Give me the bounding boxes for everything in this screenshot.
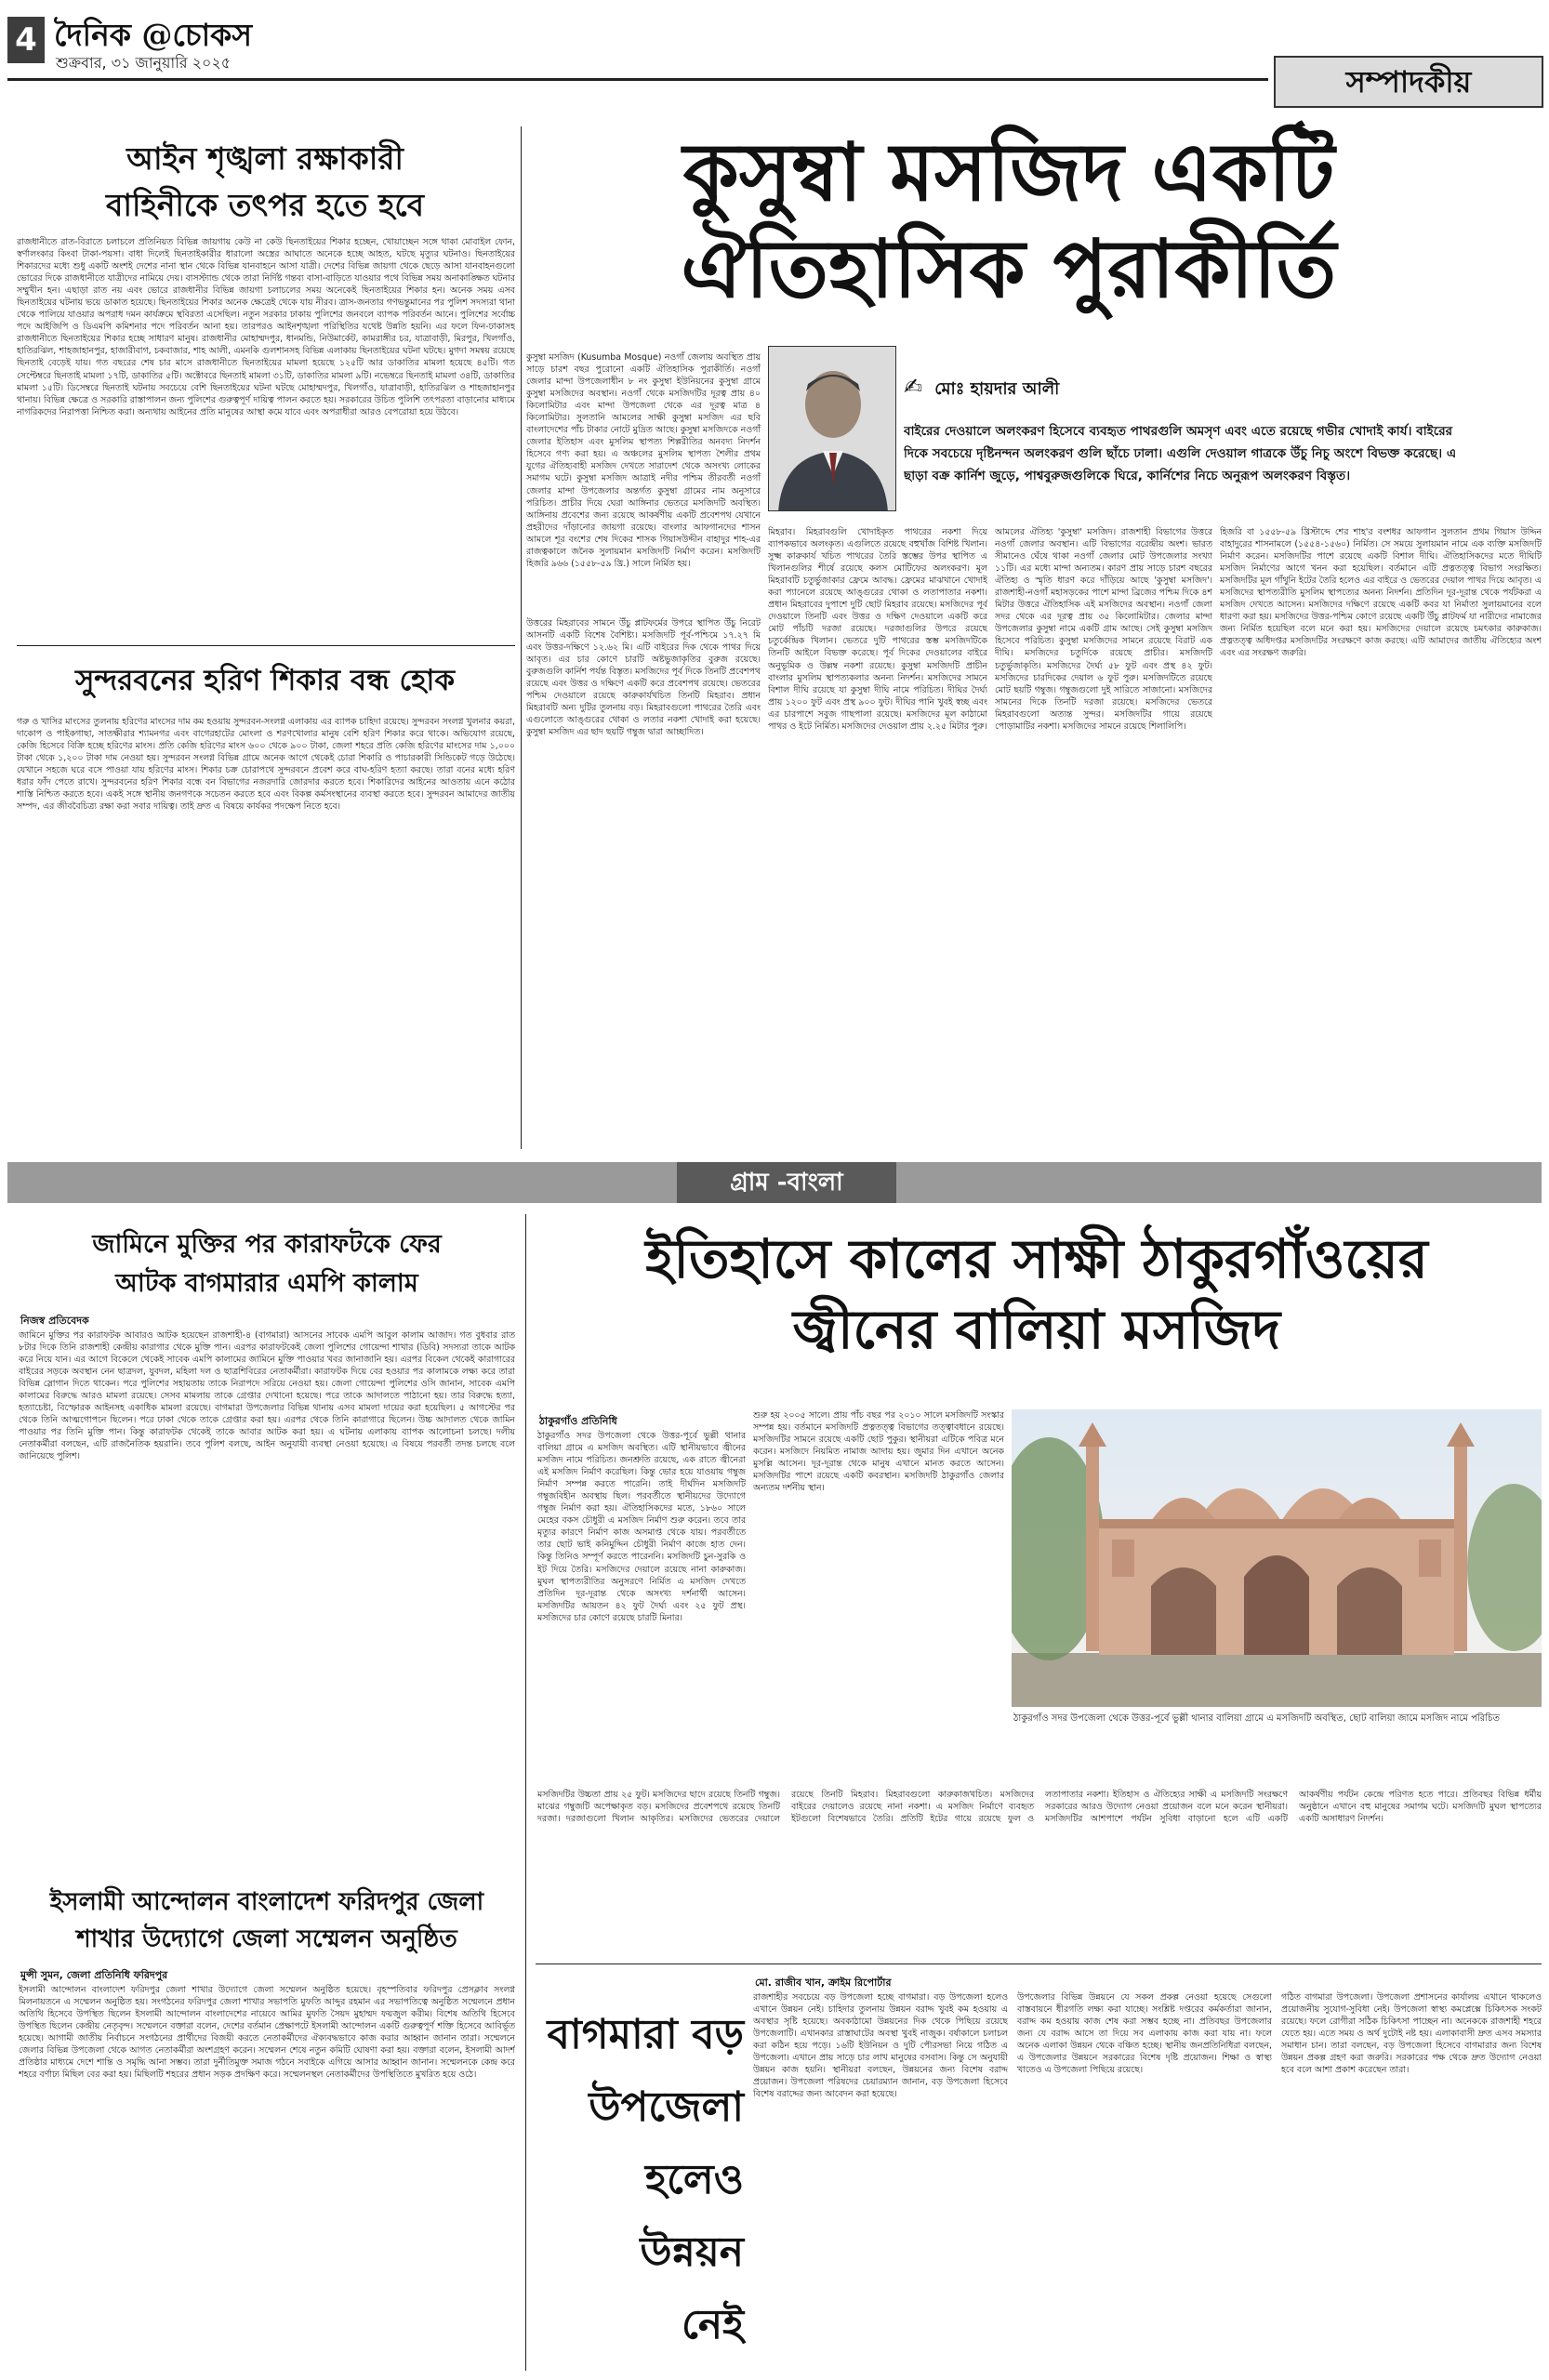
editorial-2-body: গরু ও খাসির মাংসের তুলনায় হরিণের মাংসের দাম কম হওয়ায় সুন্দরবন-সংলগ্ন এলাকায় এর ব্যাপক চাহিদা রয়েছে। সুন্দরবন সংলগ্ন খুলনার কয়রা, দাকোপ ও পাইকগাছা, সাতক্ষীরার শ্যামনগর এবং বাগেরহাটের মোংলা ও শরণখোলার মানুষ বেশি হরিণ শিকার করে থাকে। অভিযোগ রয়েছে, কেজি হিসেবে বিক্রি হচ্ছে হরিণের মাংস। প্রতি কেজি হরিণের মাংস ৬০০ থেকে ৯০০ টাকা, জেলা শহরে প্রতি কেজি হরিণের মাংসের দাম ১,০০০ টাকা থেকে ১,২০০ টাকা দাম নেওয়া হয়। সুন্দরবন সংলগ্ন বিভিন্ন গ্রামে অনেক আগে থেকেই চোরা শিকারি ও পাচারকারী সিন্ডিকেট গড়ে উঠেছে। যেখানে সহজে ঘরে বসে পাওয়া যায় হরিণের মাংস। শিকার চক্র চোরাপথে সুন্দরবনে প্রবেশ করে বাঘ-হরিণ হত্যা করছে। তারা বনের মধ্যে হরিণ ধরার ফাঁদ পেতে রাখে। সুন্দরবনের হরিণ শিকার বন্ধে বন বিভাগের নজরদারি জোরদার করতে হবে। শিকারিদের আইনের আওতায় এনে কঠোর শাস্তি নিশ্চিত করতে হবে। একই সঙ্গে স্থানীয় জনগণকে সচেতন করতে হবে এবং বিকল্প কর্মসংস্থানের ব্যবস্থা করতে হবে। সুন্দরবন আমাদের জাতীয় সম্পদ, এর জীববৈচিত্র্য রক্ষা করা সবার দায়িত্ব। তাই দ্রুত এ বিষয়ে কার্যকর পদক্ষেপ নিতে হবে। (17, 717, 515, 813)
section-badge (1274, 56, 1543, 108)
feature-col3: আমলের ঐতিহ্য 'কুসুম্বা' মসজিদ। রাজশাহী বিভাগের উত্তরে নওগাঁ জেলার অবস্থান। এটি বিভাগের বরেন্দ্রীয় অংশ। ভারত সীমানেও ঘেঁষে থাকা নওগাঁ জেলার মোট উপজেলার সংখ্যা ১১টি। এর মধ্যে মান্দা অন্যতম। কারণ প্রায় সাড়ে চারশ বছরের ঐতিহ্য ও স্মৃতি ধারণ করে দাঁড়িয়ে আছে 'কুসুম্বা মসজিদ'। রাজশাহী-নওগাঁ মহাসড়কের পাশে মান্দা ব্রিজের পশ্চিম দিকে ৪শ মিটার উত্তরে ঐতিহাসিক এই মসজিদের অবস্থান। নওগাঁ জেলা সদর থেকে এর দূরত্ব প্রায় ৩৫ কিলোমিটার। জেলার মান্দা উপজেলার কুসুম্বা নামে একটি গ্রাম আছে। সেই কুসুম্বা মসজিদ হিসেবে পরিচিত। কুসুম্বা মসজিদের সামনে রয়েছে বিরাট এক দীঘি। মসজিদের চতুর্দিকে রয়েছে প্রাচীর। মসজিদটি চতুর্ভুজাকৃতি। মসজিদের দৈর্ঘ্য ৫৮ ফুট এবং প্রস্থ ৪২ ফুট। মসজিদের চারদিকের দেয়াল ৬ ফুট পুরু। মসজিদটিতে রয়েছে মোট ছয়টি গম্বুজ। গম্বুজগুলো দুই সারিতে সাজানো। মসজিদের সামনের দিকে তিনটি দরজা রয়েছে। মসজিদের ভেতরে মিহরাবগুলো অত্যন্ত সুন্দর। মসজিদটির গায়ে রয়েছে পোড়ামাটির নকশা। মসজিদের সামনে রয়েছে শিলালিপি। (995, 527, 1212, 732)
mosque-image-icon (1012, 1409, 1542, 1707)
editorial-2-headline: সুন্দরবনের হরিণ শিকার বন্ধ হোক (74, 664, 456, 697)
bagmara-headline-line4: নেই (681, 2301, 744, 2348)
issue-date: শুক্রবার, ৩১ জানুয়ারি ২০২৫ (56, 54, 232, 72)
editorial-1-headline-line2: বাহিনীকে তৎপর হতে হবে (106, 187, 424, 223)
kalam-body: জামিনে মুক্তির পর কারাফটক আবারও আটক হয়েছেন রাজশাহী-৪ (বাগমারা) আসনের সাবেক এমপি আবুল কালাম আজাদ। গত বুধবার রাত ৮টার দিকে তিনি রাজশাহী কেন্দ্রীয় কারাগার থেকে মুক্তি পান। এরপর কারাফটকেই জেলা পুলিশের গোয়েন্দা শাখার (ডিবি) সদস্যরা তাকে আটক করে নিয়ে যান। এর আগে বিকেলে থেকেই সাবেক এমপি কালামের জামিনে মুক্তি পাওয়ার খবর জানাজানি হয়। এরপর বিকেল থেকেই কারাগারের বাইরের সড়কে অবস্থান নেন ছাত্রদল, যুবদল, মহিলা দল ও ছাত্রশিবিরের নেতাকর্মীরা। কারাফটক দিয়ে বের হওয়ার পর কালামকে লক্ষ্য করে তারা বিভিন্ন স্লোগান দিতে থাকেন। পরে পুলিশের সহায়তায় তাকে নিরাপদে সরিয়ে নেওয়া হয়। জেলা গোয়েন্দা পুলিশের ওসি জানান, সাবেক এমপি কালামের বিরুদ্ধে আরও মামলা রয়েছে। সেসব মামলায় তাকে গ্রেপ্তার দেখানো হয়েছে। পরে তাকে আদালতে পাঠানো হয়। তার বিরুদ্ধে হত্যা, হত্যাচেষ্টা, বিস্ফোরক আইনসহ একাধিক মামলা রয়েছে। বাগমারা উপজেলার বিভিন্ন থানায় এসব মামলা দায়ের করা হয়েছিল। ৫ আগস্টের পর থেকে তিনি আত্মগোপনে ছিলেন। পরে ঢাকা থেকে তাকে গ্রেপ্তার করা হয়। এরপর থেকে তিনি কারাগারে ছিলেন। উচ্চ আদালত থেকে জামিন পাওয়ার পর তিনি মুক্তি পান। কিন্তু কারাফটক থেকেই তাকে আবার আটক করা হয়। এ ঘটনায় এলাকায় ব্যাপক আলোচনা চলছে। দলীয় নেতাকর্মীরা বলছেন, এটি রাজনৈতিক হয়রানি। তবে পুলিশ বলছে, আইন অনুযায়ী ব্যবস্থা নেওয়া হয়েছে। এ বিষয়ে পরবর্তী তদন্ত চলছে বলে জানিয়েছে পুলিশ। (19, 1330, 515, 1462)
mosque-headline-line1: ইতিহাসে কালের সাক্ষী ঠাকুরগাঁওয়ের (645, 1227, 1428, 1290)
page-number: 4 (15, 21, 37, 59)
kalam-headline-line1: জামিনে মুক্তির পর কারাফটকে ফের (92, 1230, 442, 1259)
kalam-headline-line2: আটক বাগমারার এমপি কালাম (115, 1269, 418, 1298)
author-portrait-icon (769, 347, 896, 511)
bagmara-col3: গঠিত বাগমারা উপজেলা। উপজেলা প্রশাসনের কার্যালয় এখানে থাকলেও প্রয়োজনীয় সুযোগ-সুবিধা নেই। উপজেলা স্বাস্থ্য কমপ্লেক্সে চিকিৎসক সংকট রয়েছে। ফলে রোগীরা সঠিক চিকিৎসা পাচ্ছেন না। অনেককে রাজশাহী শহরে যেতে হয়। এতে সময় ও অর্থ দুটোই নষ্ট হয়। এলাকাবাসী দ্রুত এসব সমস্যার সমাধান চান। তারা বলছেন, বড় উপজেলা হিসেবে বাগমারার জন্য বিশেষ উন্নয়ন প্রকল্প গ্রহণ করা জরুরি। সরকারের পক্ষ থেকে দ্রুত উদ্যোগ নেওয়া হবে বলে আশা প্রকাশ করেছেন তারা। (1281, 1992, 1542, 2076)
bagmara-headline-line1: বাগমারা বড় (547, 2011, 744, 2058)
author-name: মোঃ হায়দার আলী (934, 379, 1060, 399)
pull-quote: বাইরের দেওয়ালে অলংকরণ হিসেবে ব্যবহৃত পাথরগুলি অমসৃণ এবং এতে রয়েছে গভীর খোদাই কার্য। বাইরের দিকে সবচেয়ে দৃষ্টিনন্দন অলংকরণ গুলি ছাঁচে ঢালা। এগুলি দেওয়াল গাত্রকে উঁচু নিচু অংশে বিভক্ত করেছে। এ ছাড়া বক্র কার্নিশ জুড়ে, পাশ্ববুরুজগুলিকে ঘিরে, কার্নিশের নিচে অনুরূপ অলংকরণ বিস্তৃত। (904, 424, 1457, 483)
masthead-rule (7, 78, 1268, 81)
bagmara-headline-line2: উপজেলা (589, 2083, 744, 2131)
editorial-1-headline-line1: আইন শৃঙ্খলা রক্ষাকারী (126, 140, 404, 177)
mosque-col2: শুরু হয় ২০০৫ সালে। প্রায় পাঁচ বছর পর ২০১০ সালে মসজিদটি সংস্কার সম্পন্ন হয়। বর্তমানে মসজিদটি প্রত্নতত্ত্ব বিভাগের তত্ত্বাবধানে রয়েছে। মসজিদটির সামনে রয়েছে একটি ছোট পুকুর। স্থানীয়রা এটিকে পবিত্র মনে করেন। মসজিদে নিয়মিত নামাজ আদায় হয়। জুমার দিন এখানে অনেক মুসল্লি আসেন। দূর-দূরান্ত থেকে মানুষ এখানে মানত করতে আসেন। মসজিদটির পাশে রয়েছে একটি কবরস্থান। মসজিদটি ঠাকুরগাঁও জেলার অন্যতম দর্শনীয় স্থান। (753, 1410, 1004, 1494)
editorial-1-headline (19, 136, 511, 229)
section-banner-tab (677, 1162, 896, 1203)
editorial-divider (521, 126, 522, 1149)
islami-headline-line2: শাখার উদ্যোগে জেলা সম্মেলন অনুষ্ঠিত (76, 1925, 457, 1953)
bagmara-col2: উপজেলার বিভিন্ন উন্নয়নে যে সকল প্রকল্প নেওয়া হয়েছে সেগুলো বাস্তবায়নে ধীরগতি লক্ষ্য করা যাচ্ছে। সংশ্লিষ্ট দপ্তরের কর্মকর্তারা জানান, বরাদ্দ কম হওয়ায় কাজ শেষ করা সম্ভব হচ্ছে না। প্রতিবছর উপজেলার জন্য যে বরাদ্দ আসে তা দিয়ে সব এলাকায় কাজ করা যায় না। ফলে অনেক এলাকা উন্নয়ন থেকে বঞ্চিত হচ্ছে। স্থানীয় জনপ্রতিনিধিরা বলছেন, এ উপজেলার উন্নয়নে সরকারের বিশেষ দৃষ্টি প্রয়োজন। শিক্ষা ও স্বাস্থ্য খাতেও এ উপজেলা পিছিয়ে রয়েছে। (1017, 1992, 1272, 2076)
mosque-bottom: মসজিদটির উচ্চতা প্রায় ২৫ ফুট। মসজিদের ছাদে রয়েছে তিনটি গম্বুজ। মাঝের গম্বুজটি অপেক্ষাকৃত বড়। মসজিদের প্রবেশপথে রয়েছে তিনটি দরজা। দরজাগুলো খিলান আকৃতির। মসজিদের ভেতরের দেয়ালে রয়েছে তিনটি মিহরাব। মিহরাবগুলো কারুকাজখচিত। মসজিদের বাইরের দেয়ালেও রয়েছে নানা নকশা। এ মসজিদ নির্মাণে ব্যবহৃত ইটগুলো বিশেষভাবে তৈরি। প্রতিটি ইটের গায়ে রয়েছে ফুল ও লতাপাতার নকশা। ইতিহাস ও ঐতিহ্যের সাক্ষী এ মসজিদটি সংরক্ষণে সরকারের আরও উদ্যোগ নেওয়া প্রয়োজন বলে মনে করেন স্থানীয়রা। মসজিদটির আশপাশে পর্যটন সুবিধা বাড়ানো হলে এটি একটি আকর্ষণীয় পর্যটন কেন্দ্রে পরিণত হতে পারে। প্রতিবছর বিভিন্ন ধর্মীয় অনুষ্ঠানে এখানে বহু মানুষের সমাগম ঘটে। মসজিদটি মুঘল স্থাপত্যের একটি অসাধারণ নিদর্শন। (537, 1790, 1542, 1825)
feature-col4: হিজরি বা ১৫৫৮-৫৯ খ্রিস্টাব্দে শের শাহ'র বংশধর আফগান সুলতান প্রথম গিয়াস উদ্দিন বাহাদুরের শাসনামলে (১৫৫৪-১৫৬০) নির্মিত। সে সময়ে সুলায়মান নামে এক ব্যক্তি মসজিদটি নির্মাণ করেন। মসজিদটির পাশে রয়েছে একটি বিশাল দীঘি। ঐতিহাসিকদের মতে দীঘিটি মসজিদ নির্মাণের আগে খনন করা হয়েছিল। বর্তমানে এটি প্রত্নতত্ত্ব বিভাগ সংরক্ষিত। মসজিদটির মূল গাঁথুনি ইটের তৈরি হলেও এর বাইরে ও ভেতরের দেয়াল পাথর দিয়ে আবৃত। এ মসজিদের স্থাপত্যরীতি মুসলিম স্থাপত্যের অনন্য নিদর্শন। প্রতিদিন দূর-দূরান্ত থেকে পর্যটকরা এ মসজিদ দেখতে আসেন। মসজিদের দক্ষিণে রয়েছে একটি কবর যা নির্মাতা সুলায়মানের বলে ধারণা করা হয়। মসজিদের উত্তর-পশ্চিম কোণে রয়েছে একটি উঁচু প্লাটফর্ম যা নারীদের নামাজের জন্য নির্মিত হয়েছিল বলে মনে করা হয়। মসজিদের দেয়ালে রয়েছে চমৎকার কারুকাজ। প্রত্নতত্ত্ব অধিদপ্তর মসজিদটির সংরক্ষণে কাজ করছে। এটি আমাদের জাতীয় ঐতিহ্যের অংশ এবং এর সংরক্ষণ জরুরি। (1220, 527, 1542, 659)
feature-headline-line2: ঐতিহাসিক পুরাকীর্তি (681, 222, 1337, 316)
mosque-col1: ঠাকুরগাঁও সদর উপজেলা থেকে উত্তর-পূর্বে ভুল্লী থানার বালিয়া গ্রামে এ মসজিদ অবস্থিত। এটি স্থানীয়ভাবে জ্বীনের মসজিদ নামে পরিচিত। জনশ্রুতি রয়েছে, এক রাতে জ্বীনেরা এই মসজিদ নির্মাণ করেছিল। কিন্তু ভোর হয়ে যাওয়ায় গম্বুজ নির্মাণ সম্পন্ন করতে পারেনি। তাই দীর্ঘদিন মসজিদটি গম্বুজবিহীন অবস্থায় ছিল। পরবর্তীতে স্থানীয়দের উদ্যোগে গম্বুজ নির্মাণ করা হয়। ঐতিহাসিকদের মতে, ১৮৬০ সালে মেহের বকস চৌধুরী এ মসজিদ নির্মাণ শুরু করেন। তবে তার মৃত্যুর কারণে নির্মাণ কাজ অসমাপ্ত থেকে যায়। পরবর্তীতে তার ছোট ভাই কনিমুদ্দিন চৌধুরী নির্মাণ কাজে হাত দেন। কিন্তু তিনিও সম্পূর্ণ করতে পারেননি। মসজিদটি চুন-সুরকি ও ইট দিয়ে তৈরি। মসজিদের দেয়ালে রয়েছে নানা কারুকাজ। মুঘল স্থাপত্যরীতির অনুসরণে নির্মিত এ মসজিদ দেখতে প্রতিদিন দূর-দূরান্ত থেকে অসংখ্য দর্শনার্থী আসেন। মসজিদটির আয়তন ৪২ ফুট দৈর্ঘ্য এবং ২৫ ফুট প্রস্থ। মসজিদের চার কোণে রয়েছে চারটি মিনার। (537, 1431, 746, 1623)
islami-byline: মুন্সী সুমন, জেলা প্রতিনিধি ফরিদপুর (20, 1969, 168, 1981)
feature-headline (549, 125, 1469, 318)
author-line (904, 374, 1424, 407)
islami-body: ইসলামী আন্দোলন বাংলাদেশ ফরিদপুর জেলা শাখার উদ্যোগে জেলা সম্মেলন অনুষ্ঠিত হয়েছে। বৃহস্পতিবার ফরিদপুর প্রেসক্লাব সংলগ্ন মিলনায়তনে এ সম্মেলন অনুষ্ঠিত হয়। সংগঠনের ফরিদপুর জেলা শাখার সভাপতি মুফতি আব্দুর রহমান এর সভাপতিত্বে অনুষ্ঠিত সম্মেলনে প্রধান অতিথি হিসেবে উপস্থিত ছিলেন ইসলামী আন্দোলন বাংলাদেশের নায়েবে আমির মুফতি সৈয়দ মুহাম্মদ ফয়জুল করীম। বিশেষ অতিথি হিসেবে উপস্থিত ছিলেন কেন্দ্রীয় নেতৃবৃন্দ। সম্মেলনে বক্তারা বলেন, দেশের বর্তমান প্রেক্ষাপটে ইসলামী আন্দোলন একটি গুরুত্বপূর্ণ শক্তি হিসেবে আবির্ভূত হয়েছে। আগামী জাতীয় নির্বাচনে সংগঠনের প্রার্থীদের বিজয়ী করতে নেতাকর্মীদের ঐক্যবদ্ধভাবে কাজ করার আহ্বান জানান তারা। সম্মেলনে জেলার বিভিন্ন উপজেলা থেকে আগত নেতাকর্মীরা অংশগ্রহণ করেন। সম্মেলন শেষে নতুন কমিটি ঘোষণা করা হয়। বক্তারা বলেন, ইসলামী আদর্শ প্রতিষ্ঠার মাধ্যমে দেশে শান্তি ও সমৃদ্ধি আনা সম্ভব। তারা দুর্নীতিমুক্ত সমাজ গঠনে সবাইকে এগিয়ে আসার আহ্বান জানান। সম্মেলনকে কেন্দ্র করে শহরে বর্ণাঢ্য মিছিল বের করা হয়। মিছিলটি শহরের প্রধান সড়ক প্রদক্ষিণ করে। সম্মেলনস্থল নেতাকর্মীদের উপস্থিতিতে মুখরিত হয়ে ওঠে। (19, 1985, 515, 2081)
author-photo (768, 346, 896, 511)
paper-name: দৈনিক @চোকস (54, 17, 253, 53)
islami-headline-line1: ইসলামী আন্দোলন বাংলাদেশ ফরিদপুর জেলা (49, 1888, 484, 1916)
editorial-1-body: রাজধানীতে রাত-বিরাতে চলাচলে প্রতিনিয়ত বিভিন্ন জায়গায় কেউ না কেউ ছিনতাইয়ের শিকার হচ্ছেন, খোয়াচ্ছেন সঙ্গে থাকা মোবাইল ফোন, স্বর্ণালংকার কিংবা টাকা-পয়সা। বাধা দিলেই ছিনতাইকারীর ধারালো অস্ত্রের আঘাতে অনেকে হচ্ছে আহত, ঘটছে মৃত্যুর ঘটনাও। ছিনতাইয়ের শিকারদের মধ্যে শুধু একটি অংশই দেশের নানা স্থান থেকে বিভিন্ন যানবাহনে আসা যাত্রী। দেশের বিভিন্ন জায়গা থেকে ছেড়ে আসা যানবাহনগুলো ভোরের দিকে রাজধানীতে যাত্রীদের নামিয়ে দেয়। বাসস্ট্যান্ড থেকে তারা নির্দিষ্ট গন্তব্য বাসা-বাড়িতে যাওয়ার পথে বিভিন্ন সময় অনাকাঙ্ক্ষিত ঘটনার সম্মুখীন হন। এছাড়া রাত নয় এবং ভোরে রাজধানীর বিভিন্ন জায়গা চলাচলের সময় অনেকেই ছিনতাইয়ের শিকার হন। অনেক সময় এসব ছিনতাইয়ের ঘটনায় ভয়ে ডাকাত হয়েছে। ছিনতাইয়ের শিকার অনেক ক্ষেত্রেই থেকে যায় নীরব। ত্রাস-জনতার গণভন্তুমানের পর পুলিশ সদস্যরা থানা থেকে পালিয়ে যাওয়ার অপরাধ দমন কার্যক্রমে স্থবিরতা এসেছিল। নতুন সরকার ঢাকায় পুলিশের জনবলে ব্যাপক পরিবর্তন আনে। পুলিশের সর্বোচ্চ পদে আইজিপি ও ডিএমপি কমিশনার পদে পরিবর্তন আনা হয়। তারপরও আইনশৃঙ্খলা পরিস্থিতির যথেষ্ট উন্নতি হয়নি। এর ফলে ফিন-ঢাকাসহ রাজধানীতে ছিনতাইয়ের শিকার হচ্ছে সাধারণ মানুষ। রাজধানীর মোহাম্মদপুর, ধানমন্ডি, নিউমার্কেট, কামরাঙ্গীর চর, যাত্রাবাড়ী, মিরপুর, খিলগাঁও, হাতিরঝিল, শাহজাহানপুর, হাজারীবাগ, চকবাজার, শাহ আলী, এমনকি গুলশানসহ বিভিন্ন এলাকায় ছিনতাইয়ের ঘটনা ঘটছে। মুগদা সমন্বয় রয়েছে ছিনতাই বেড়েই যায়। গত বছরের শেষ চার মাসে রাজধানীতে ছিনতাইয়ের মামলা হয়েছে ১২৫টি আর ডাকাতির মামলা হয়েছে ৪৫টি। গত সেপ্টেম্বরে ছিনতাই মামলা ১৭টি, ডাকাতির ৫টি। অক্টোবরে ছিনতাই মামলা ৩১টি, ডাকাতির মামলা ৯টি। নভেম্বরে ছিনতাই মামলা ৩৪টি, ডাকাতির মামলা ১৫টি। ডিসেম্বরে ছিনতাই ঘটনায় সবচেয়ে বেশি ছিনতাইয়ের ঘটনা ঘটছে মোহাম্মদপুর, খিলগাঁও, যাত্রাবাড়ী, হাতিরঝিল ও শাহজাহানপুর থানায়। বিভিন্ন ক্ষেত্রে ও সরকারি রাস্তাপালন জন্য পুলিশের গুরুত্বপূর্ণ দায়িত্ব পালন করতে হয়। সরকারের উচিত পুলিশি তৎপরতা বাড়ানোর মাধ্যমে নাগরিকদের নিরাপত্তা নিশ্চিত করা। অন্যথায় আইনের প্রতি মানুষের আস্থা কমে যাবে এবং অপরাধীরা আরও বেপরোয়া হয়ে উঠবে। (17, 237, 515, 417)
feature-headline-line1: কুসুম্বা মসজিদ একটি (682, 126, 1335, 219)
lower-divider (525, 1214, 526, 2371)
page-number-box (7, 17, 45, 63)
pen-icon: ✍ (904, 374, 923, 400)
feature-col2: মিহরাব। মিহরাবগুলি খোদাইকৃত পাথরের নকশা দিয়ে ব্যাপকভাবে অলংকৃত। এগুলিতে রয়েছে বহুখাঁজ বিশিষ্ট খিলান। সুক্ষ্ম কারুকার্য খচিত পাথরের তৈরি স্তম্ভের উপর স্থাপিত এ খিলানগুলির শীর্ষে রয়েছে কলস মোটিফের অলংকরণ। মূল মিহরাবটি চতুর্ভুজাকার ফ্রেমে আবদ্ধ। ফ্রেমের মাঝখানে খোদাই করা প্যানেলে রয়েছে আঙ্গুরের থোকা ও লতাপাতার নকশা। প্রধান মিহরাবের দুপাশে দুটি ছোট মিহরাব রয়েছে। মসজিদের পূর্ব দেওয়ালে তিনটি এবং উত্তর ও দক্ষিণ দেওয়ালে একটি করে মোট পাঁচটি দরজা রয়েছে। দরজাগুলির উপরে রয়েছে চতুর্কেন্দ্রিক খিলান। ভেতরে দুটি পাথরের স্তম্ভ মসজিদটিকে তিনটি আইলে বিভক্ত করেছে। পূর্ব দিকের দেওয়ালের বাইরে অনুভূমিক ও উল্লম্ব নকশা রয়েছে। কুসুম্বা মসজিদটি প্রাচীন বাংলার মুসলিম স্থাপত্যকলার অনন্য নিদর্শন। মসজিদের সামনে বিশাল দীঘি রয়েছে যা কুসুম্বা দীঘি নামে পরিচিত। দীঘির দৈর্ঘ্য প্রায় ১২০০ ফুট এবং প্রস্থ ৯০০ ফুট। দীঘির পানি খুবই স্বচ্ছ এবং এর চারপাশে সবুজ গাছপালা রয়েছে। মসজিদের মূল কাঠামো পাথর ও ইটে নির্মিত। মসজিদের দেওয়াল প্রায় ২.২৫ মিটার পুরু। (768, 527, 987, 732)
mosque-byline: ঠাকুরগাঁও প্রতিনিধি (539, 1415, 617, 1427)
mosque-photo (1012, 1409, 1542, 1707)
kalam-byline: নিজস্ব প্রতিবেদক (20, 1315, 89, 1327)
mosque-headline-line2: জ্বীনের বালিয়া মসজিদ (792, 1298, 1281, 1361)
bagmara-col1: রাজশাহীর সবচেয়ে বড় উপজেলা হচ্ছে বাগমারা। বড় উপজেলা হলেও এখানে উন্নয়ন নেই। চাহিদার তুলনায় উন্নয়ন বরাদ্দ খুবই কম হওয়ায় এ অবস্থার সৃষ্টি হয়েছে। অবকাঠামো উন্নয়নের দিক থেকে পিছিয়ে রয়েছে উপজেলাটি। এখানকার রাস্তাঘাটের অবস্থা খুবই নাজুক। বর্ষাকালে চলাচল করা কঠিন হয়ে পড়ে। ১৬টি ইউনিয়ন ও দুটি পৌরসভা নিয়ে গঠিত এ উপজেলা। এখানে প্রায় সাড়ে চার লাখ মানুষের বসবাস। কিন্তু সে অনুযায়ী উন্নয়ন কাজ হয়নি। স্থানীয়রা বলছেন, উন্নয়নের জন্য বিশেষ বরাদ্দ প্রয়োজন। উপজেলা পরিষদের চেয়ারম্যান জানান, বড় উপজেলা হিসেবে বিশেষ বরাদ্দের জন্য আবেদন করা হয়েছে। (753, 1992, 1008, 2100)
islami-headline (20, 1884, 513, 1958)
bagmara-byline: মো. রাজীব খান, ক্রাইম রিপোর্টার (755, 1977, 892, 1989)
bagmara-headline-line3: হলেও উন্নয়ন (640, 2156, 744, 2276)
kalam-headline (20, 1225, 513, 1303)
mosque-headline (539, 1223, 1534, 1365)
section-banner (7, 1162, 1542, 1203)
section-badge-label: সম্পাদকীয় (1345, 64, 1472, 99)
mosque-photo-caption: ঠাকুরগাঁও সদর উপজেলা থেকে উত্তর-পূর্বে ভুল্লী থানার বালিয়া গ্রামে এ মসজিদটি অবস্থিত, ছোট বালিয়া জামে মসজিদ নামে পরিচিত (1013, 1713, 1501, 1724)
feature-col1-top: কুসুম্বা মসজিদ (Kusumba Mosque) নওগাঁ জেলায় অবস্থিত প্রায় সাড়ে চারশ বছর পুরোনো একটি ঐতিহাসিক পুরাকীর্তি। নওগাঁ জেলার মান্দা উপজেলাধীন ৮ নং কুসুম্বা ইউনিয়নের কুসুম্বা গ্রামে কুসুম্বা মসজিদের অবস্থান। নওগাঁ থেকে মসজিদটির দূরত্ব প্রায় ৪০ কিলোমিটার এবং মান্দা উপজেলা থেকে এর দূরত্ব মাত্র ৪ কিলোমিটার। সুলতানি আমলের সাক্ষী কুসুম্বা মসজিদ এর ছবি বাংলাদেশের পাঁচ টাকার নোটে মুদ্রিত আছে। কুসুম্বা মসজিদকে নওগাঁ জেলার ইতিহাস এবং মুসলিম স্থাপত্য শিল্পরীতির অনবদ্য নিদর্শন হিসেবে গণ্য করা হয়। এ অঞ্চলের মুসলিম স্থাপত্য শৈলীর প্রথম যুগের ঐতিহ্যবাহী মসজিদ দেখতে সারাদেশ থেকে অসংখ্য লোকের সমাগম ঘটে। কুসুম্বা মসজিদ আত্রাই নদীর পশ্চিম তীরবর্তী নওগাঁ জেলার মান্দা উপজেলার অন্তর্গত কুসুম্বা গ্রামের নাম অনুসারে পরিচিত। প্রাচীর দিয়ে ঘেরা আঙ্গিনার ভেতরে মসজিদটি অবস্থিত। আঙ্গিনায় প্রবেশের জন্য রয়েছে আকর্ষণীয় একটি প্রবেশপথ যেখানে প্রহরীদের দাঁড়ানোর জায়গা রয়েছে। বাংলার আফগানদের শাসন আমলে শূর বংশের শেষ দিকের শাসক গিয়াসউদ্দীন বাহাদুর শাহ-এর রাজত্বকালে জনৈক সুলায়মান মসজিদটি নির্মাণ করেন। মসজিদটি হিজরি ৯৬৬ (১৫৫৮-৫৯ খ্রি.) সালে নির্মিত হয়। (526, 352, 761, 569)
editorial-rule (17, 645, 515, 646)
section-banner-label: গ্রাম -বাংলা (730, 1169, 843, 1197)
bagmara-headline (539, 1999, 744, 2361)
feature-col1-bottom: উত্তরের মিহরাবের সামনে উঁচু প্লাটফর্মের উপরে স্থাপিত উঁচু নিরেট আসনটি একটি বিশেষ বৈশিষ্ট্য। মসজিদটি পূর্ব-পশ্চিমে ১৭.২৭ মি এবং উত্তর-দক্ষিণে ১২.৬২ মি। এটি বাইরের দিক থেকে পাথর দিয়ে আবৃত। এর চার কোণে চারটি অষ্টভুজাকৃতির বুরুজ রয়েছে। বুরুজগুলি কার্নিশ পর্যন্ত বিস্তৃত। মসজিদের পূর্ব দিকে তিনটি প্রবেশপথ রয়েছে এবং উত্তর ও দক্ষিণে একটি করে প্রবেশপথ রয়েছে। ভেতরের পশ্চিম দেওয়ালে রয়েছে কারুকার্যখচিত তিনটি মিহরাব। প্রধান মিহরাবটি অন্য দুটির তুলনায় বড়। মিহরাবগুলো পাথরের তৈরি এবং এগুলোতে আঙ্গুরের থোকা ও লতার নকশা খোদাই করা হয়েছে। কুসুম্বা মসজিদ এর ছাদ ছয়টি গম্বুজ দ্বারা আচ্ছাদিত। (526, 618, 761, 738)
